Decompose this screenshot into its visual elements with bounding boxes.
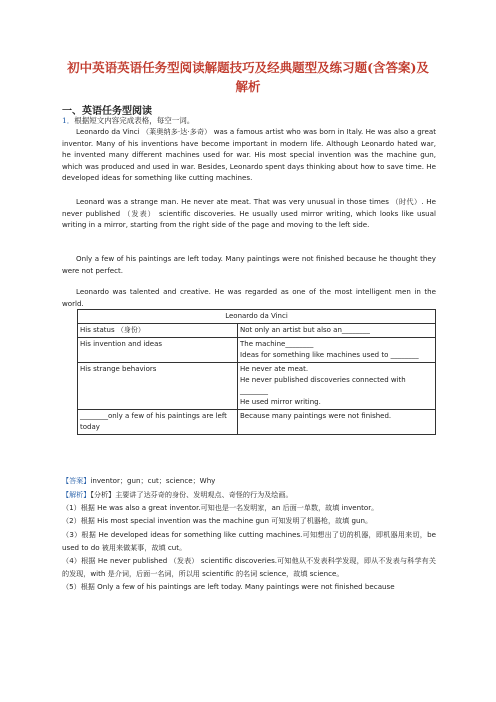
question-text: 根据短文内容完成表格，每空一词。 (74, 116, 195, 125)
analysis-point: （4）根据 He never published （发表） scientific discoveries.可知他从不发表科学发现，即从不发表与科学有关的发现，with 是介词，后面一名词，所以用 scientific 的名词 science，故填 science。 (62, 556, 436, 579)
table-row (78, 363, 436, 410)
table-cell: Not only an artist but also an________ (238, 324, 436, 338)
section-heading: 一、英语任务型阅读 (62, 106, 152, 117)
answer-table (77, 309, 436, 435)
analysis-block (62, 488, 436, 594)
title-line-1: 初中英语英语任务型阅读解题技巧及经典题型及练习题(含答案)及 (67, 60, 429, 75)
passage-paragraph: Leonardo was talented and creative. He was regarded as one of the most intelligent men in the world. (62, 287, 436, 308)
table-row (78, 410, 436, 435)
answer-text: inventor；gun；cut；science；Why (90, 476, 216, 485)
passage-paragraph: Leonard was a strange man. He never ate meat. That was very unusual in those times （时代）. He never published （发表） scientific discoveries. He usually used mirror writing, which looks like usual writing in a mirror, starting from the right side of the page and moving to the left side. (62, 197, 436, 230)
passage-paragraph: Only a few of his paintings are left today. Many paintings were not finished because he thought they were not perfect. (62, 254, 436, 275)
table-row (78, 324, 436, 338)
passage-paragraph: Leonardo da Vinci （莱奥纳多·达·多奇） was a famous artist who was born in Italy. He was also a great inventor. Many of his inventions have become important in modern life. Although Leonardo hated war, he invented many different machines used for war. His most special invention was the machine gun, which was produced and used in war. Besides, Leonardo spent days thinking about how to save time. He developed ideas for something like cutting machines. (62, 127, 436, 183)
analysis-label: 【解析】 (62, 490, 91, 499)
question-number: 1． (62, 116, 75, 125)
table-cell: ________only a few of his paintings are left today (78, 410, 238, 435)
analysis-point: （5）根据 Only a few of his paintings are left today. Many paintings were not finished because (62, 582, 395, 592)
analysis-intro: 【分析】主要讲了达芬奇的身份、发明观点、奇怪的行为及绘画。 (90, 490, 293, 499)
table-cell: His status （身份） (78, 324, 238, 338)
title-line-2: 解析 (235, 79, 261, 94)
table-row (78, 338, 436, 363)
analysis-point: （3）根据 He developed ideas for something like cutting machines.可知想出了切的机器，即机器用来切，be used to do 被用来做某事，故填 cut。 (62, 529, 436, 552)
table-header: Leonardo da Vinci (78, 310, 436, 324)
answer-line (62, 474, 436, 487)
table-cell: His invention and ideas (78, 338, 238, 363)
table-cell: His strange behaviors (78, 363, 238, 410)
analysis-point: （2）根据 His most special invention was the machine gun 可知发明了机器枪，故填 gun。 (62, 516, 373, 526)
document-title (40, 58, 456, 96)
question-instruction (62, 115, 194, 126)
analysis-point: （1）根据 He was also a great inventor.可知也是一名发明家，an 后面一单数，故填 inventor。 (62, 503, 379, 513)
answer-label: 【答案】 (62, 476, 91, 485)
table-cell: The machine________ Ideas for something like machines used to ________ (238, 338, 436, 363)
table-cell: Because many paintings were not finished. (238, 410, 436, 435)
table-cell: He never ate meat. He never published discoveries connected with ________ He used mirror writing. (238, 363, 436, 410)
